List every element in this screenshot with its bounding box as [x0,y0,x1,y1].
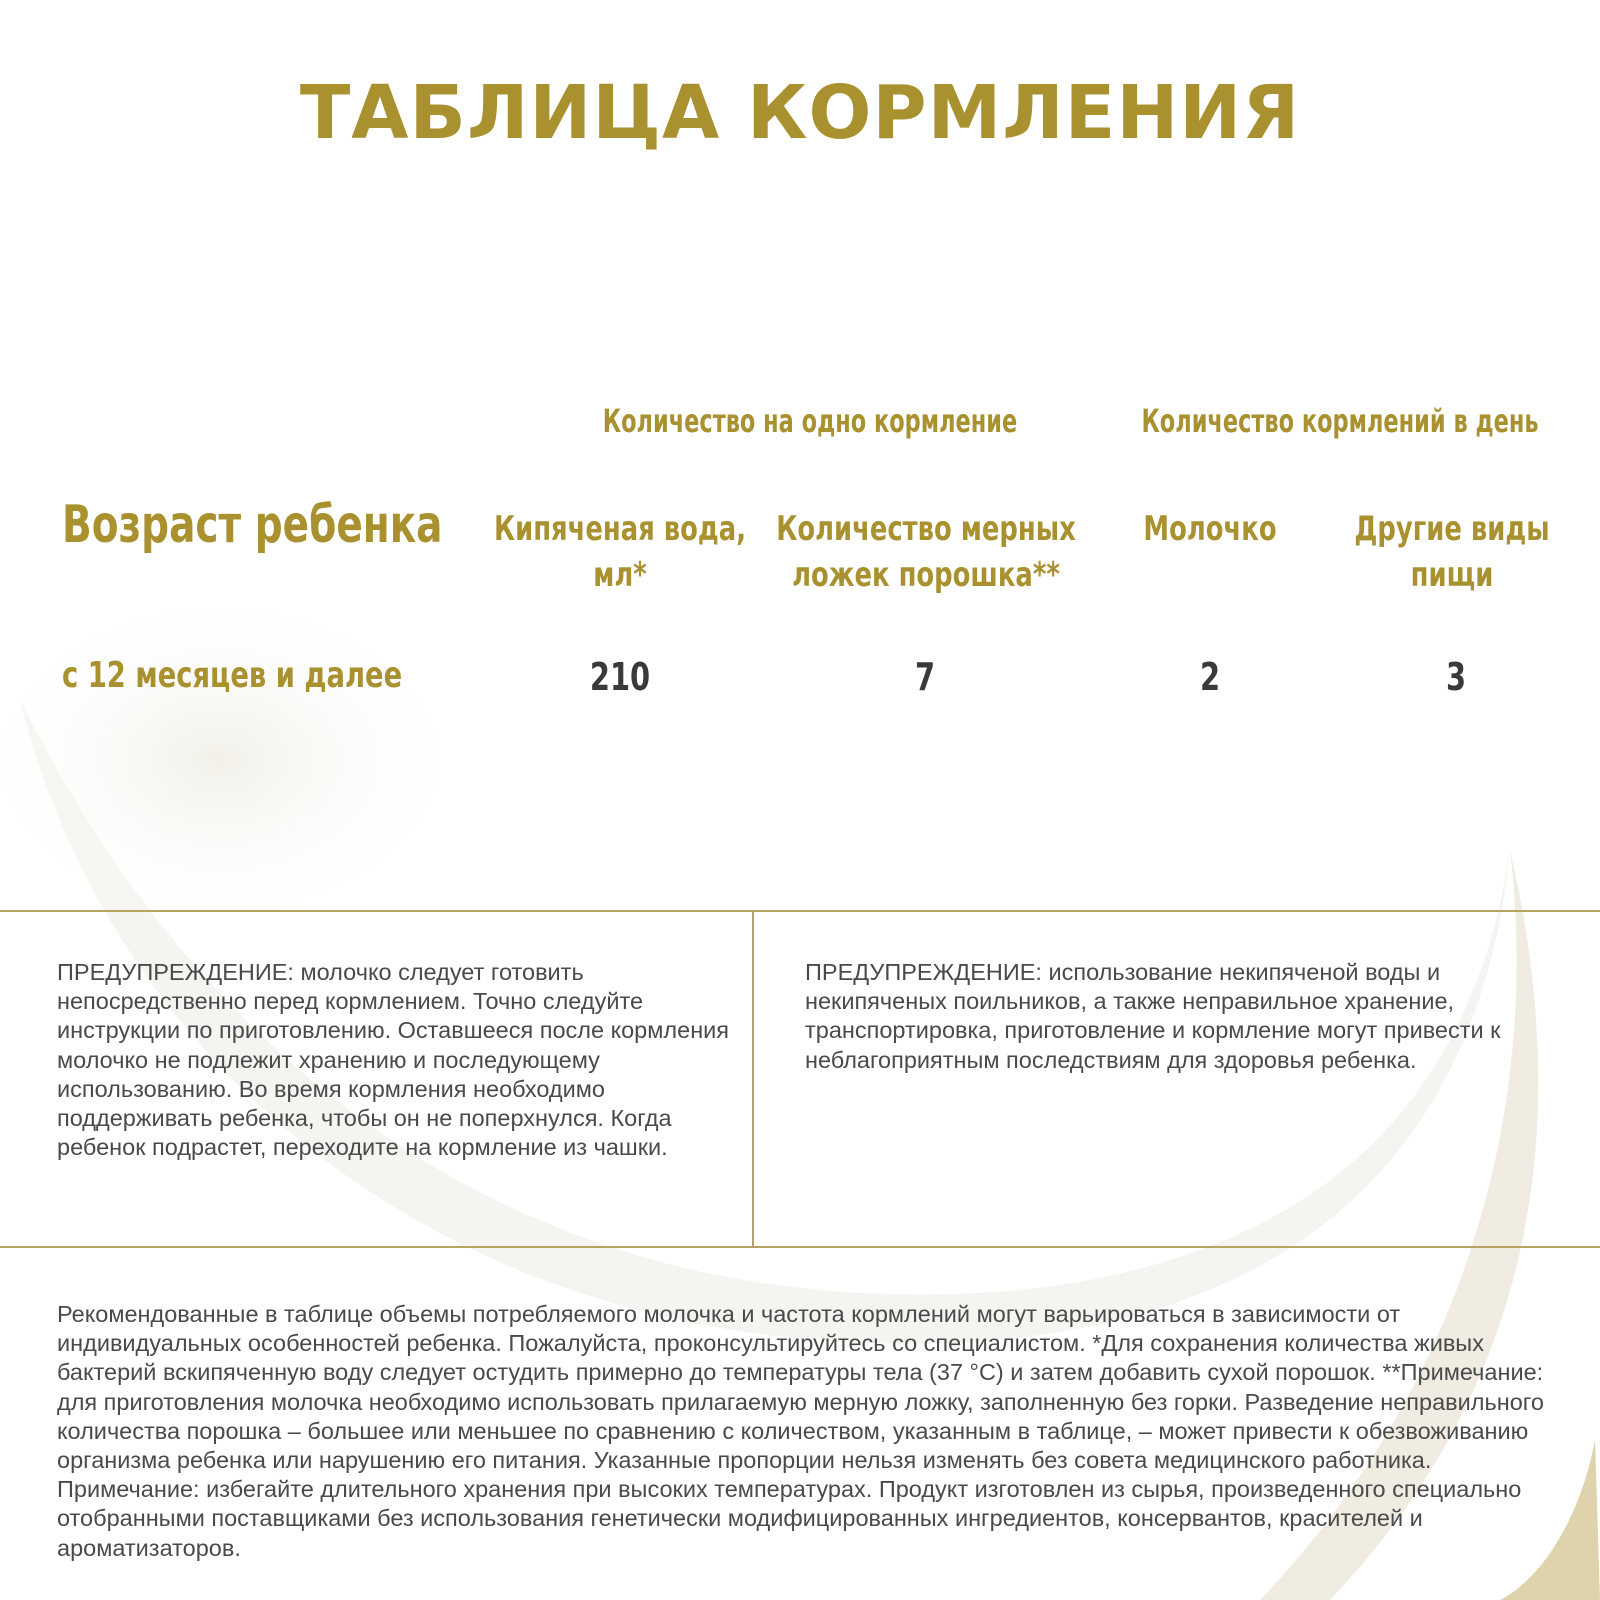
column-header-other-food [1292,506,1600,598]
column-header-other-line1: Другие виды [1354,509,1550,549]
footnote-text: Рекомендованные в таблице объемы потребляемого молочка и частота кормлений могут варьироваться в зависимости от индивидуальных особенностей ребенка. Пожалуйста, проконсультируйтесь со специалистом. *Для сохранения количества живых бактерий вскипяченную воду следует остудить примерно до температуры тела (37 °С) и затем добавить сухой порошок. **Примечание: для приготовления молочка необходимо использовать прилагаемую мерную ложку, заполненную без горки. Разведение неправильного количества порошка – большее или меньшее по сравнению с количеством, указанным в таблице, – может привести к обезвоживанию организма ребенка или нарушению его питания. Указанные пропорции нельзя изменять без совета медицинского работника. Примечание: избегайте длительного хранения при высоких температурах. Продукт изготовлен из сырья, произведенного специально отобранными поставщиками без использования генетически модифицированных ингредиентов, консервантов, красителей и ароматизаторов. [57,1301,1544,1561]
group-header-per-day: Количество кормлений в день [1141,402,1539,440]
divider-top [0,910,1600,912]
column-header-spoons-line1: Количество мерных [776,509,1076,549]
column-header-water [460,506,779,598]
table-cell-milk: 2 [1199,655,1221,699]
table-cell-other-food: 3 [1445,655,1467,699]
page-title: ТАБЛИЦА КОРМЛЕНИЯ [299,70,1301,156]
column-header-water-line1: Кипяченая вода, [493,509,747,549]
warning-right: ПРЕДУПРЕЖДЕНИЕ: использование некипяченой воды и некипяченых поильников, а также неправильное хранение, транспортировка, приготовление и кормление могут привести к неблагоприятным последствиям для здоровья ребенка. [805,959,1501,1073]
column-header-other-line2: пищи [1410,555,1494,595]
column-header-water-line2: мл* [593,555,647,595]
column-header-spoons [766,506,1085,598]
group-header-per-feeding: Количество на одно кормление [602,402,1018,440]
column-header-spoons-line2: ложек порошка** [792,555,1060,595]
table-cell-water: 210 [589,655,651,699]
divider-vertical [752,911,754,1247]
column-header-milk-line1: Молочко [1143,509,1277,549]
age-column-heading: Возраст ребенка [62,495,443,555]
divider-bottom [0,1246,1600,1248]
table-row-age: с 12 месяцев и далее [62,655,403,696]
warning-left: ПРЕДУПРЕЖДЕНИЕ: молочко следует готовить непосредственно перед кормлением. Точно следуйте инструкции по приготовлению. Оставшееся после кормления молочко не подлежит хранению и последующему использованию. Во время кормления необходимо поддерживать ребенка, чтобы он не поперхнулся. Когда ребенок подрастет, переходите на кормление из чашки. [57,959,730,1161]
table-cell-spoons: 7 [914,655,936,699]
